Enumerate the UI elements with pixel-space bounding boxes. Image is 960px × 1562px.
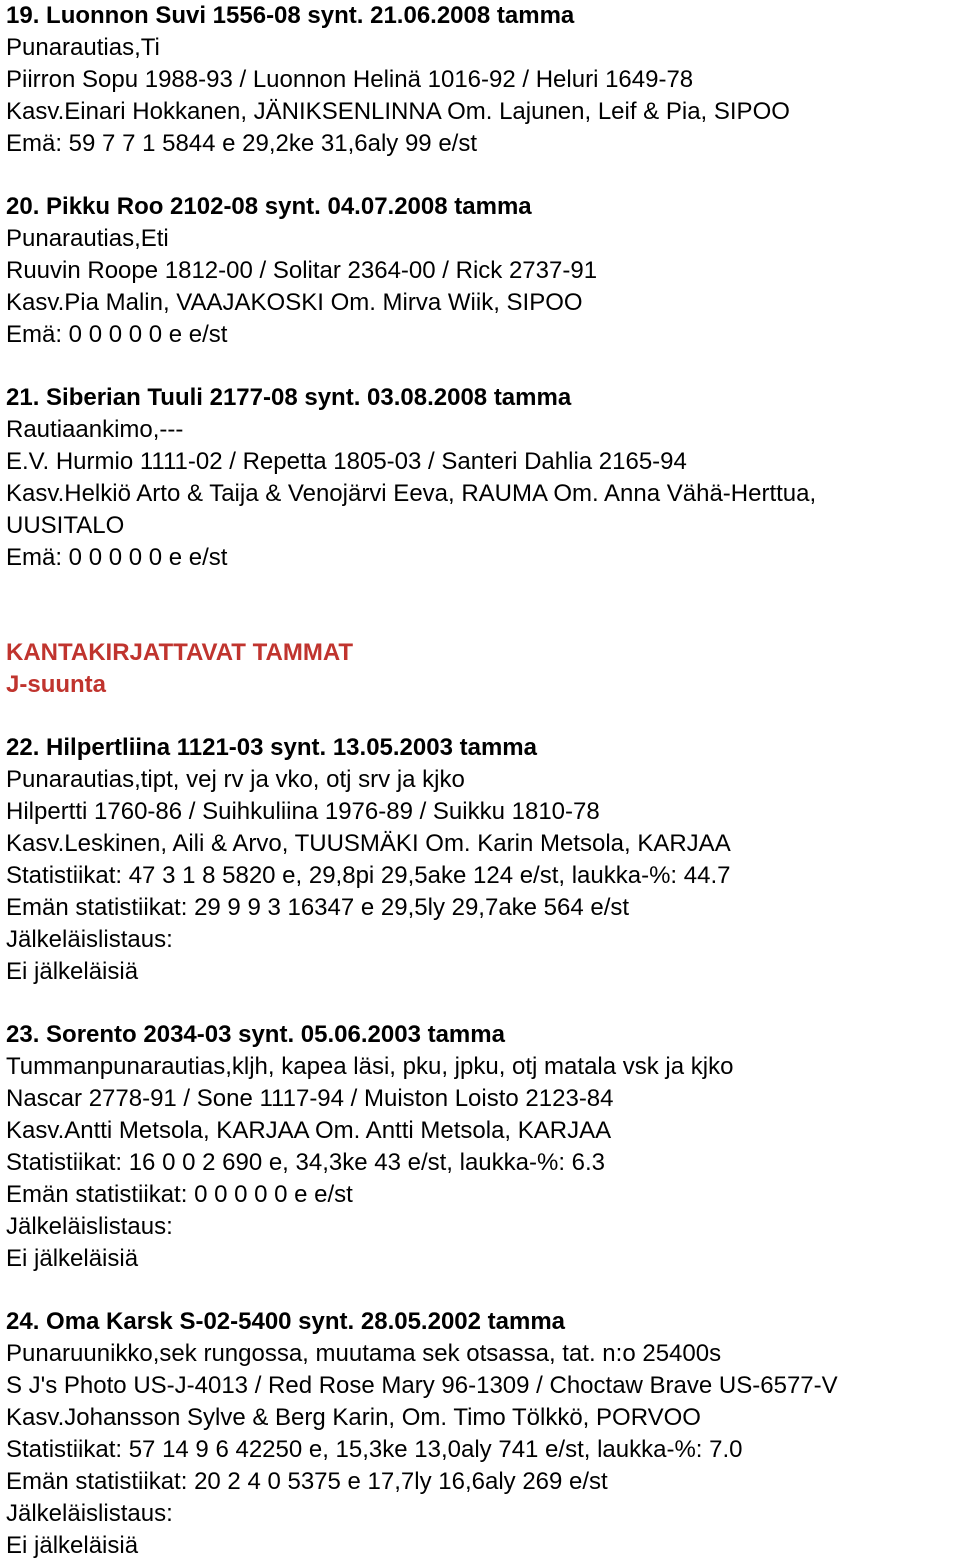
spacer	[6, 1275, 960, 1306]
spacer	[6, 351, 960, 382]
entry-title: 19. Luonnon Suvi 1556-08 synt. 21.06.2008 tamma	[6, 2, 575, 29]
horse-entry	[6, 382, 960, 574]
horse-entry	[6, 1306, 960, 1562]
horse-entry	[6, 1019, 960, 1275]
section-subtitle: J-suunta	[6, 671, 107, 698]
horse-entry	[6, 0, 960, 160]
entry-statistics: Statistiikat: 57 14 9 6 42250 e, 15,3ke 13,0aly 741 e/st, laukka-%: 7.0	[6, 1436, 743, 1463]
entry-dam-stats: Emän statistiikat: 29 9 9 3 16347 e 29,5ly 29,7ake 564 e/st	[6, 894, 630, 921]
entry-dam-stats: Emän statistiikat: 0 0 0 0 0 e e/st	[6, 1181, 353, 1208]
entry-offspring-value: Ei jälkeläisiä	[6, 1245, 139, 1272]
entry-statistics: Statistiikat: 16 0 0 2 690 e, 34,3ke 43 e/st, laukka-%: 6.3	[6, 1149, 606, 1176]
entry-breeder-owner-cont: UUSITALO	[6, 512, 125, 539]
entry-offspring-label: Jälkeläislistaus:	[6, 926, 173, 953]
spacer	[6, 160, 960, 191]
entry-breeder-owner: Kasv.Helkiö Arto & Taija & Venojärvi Eeva, RAUMA Om. Anna Vähä-Herttua,	[6, 480, 817, 507]
entry-offspring-label: Jälkeläislistaus:	[6, 1500, 173, 1527]
entry-breeder-owner: Kasv.Antti Metsola, KARJAA Om. Antti Metsola, KARJAA	[6, 1117, 612, 1144]
entry-pedigree: Hilpertti 1760-86 / Suihkuliina 1976-89 / Suikku 1810-78	[6, 798, 600, 825]
entry-title: 22. Hilpertliina 1121-03 synt. 13.05.2003 tamma	[6, 734, 537, 761]
entry-breeder-owner: Kasv.Pia Malin, VAAJAKOSKI Om. Mirva Wiik, SIPOO	[6, 289, 583, 316]
entry-statistics: Statistiikat: 47 3 1 8 5820 e, 29,8pi 29,5ake 124 e/st, laukka-%: 44.7	[6, 862, 731, 889]
entry-color: Tummanpunarautias,kljh, kapea läsi, pku, jpku, otj matala vsk ja kjko	[6, 1053, 734, 1080]
spacer	[6, 701, 960, 732]
entry-breeder-owner: Kasv.Johansson Sylve & Berg Karin, Om. Timo Tölkkö, PORVOO	[6, 1404, 701, 1431]
entry-title: 21. Siberian Tuuli 2177-08 synt. 03.08.2008 tamma	[6, 384, 572, 411]
entry-pedigree: Piirron Sopu 1988-93 / Luonnon Helinä 1016-92 / Heluri 1649-78	[6, 66, 694, 93]
section-title: KANTAKIRJATTAVAT TAMMAT	[6, 639, 354, 666]
entry-dam-stats: Emä: 59 7 7 1 5844 e 29,2ke 31,6aly 99 e/st	[6, 130, 477, 157]
entry-dam-stats: Emän statistiikat: 20 2 4 0 5375 e 17,7ly 16,6aly 269 e/st	[6, 1468, 608, 1495]
entry-dam-stats: Emä: 0 0 0 0 0 e e/st	[6, 544, 228, 571]
entry-color: Punaruunikko,sek rungossa, muutama sek otsassa, tat. n:o 25400s	[6, 1340, 722, 1367]
entry-color: Punarautias,tipt, vej rv ja vko, otj srv ja kjko	[6, 766, 465, 793]
entry-dam-stats: Emä: 0 0 0 0 0 e e/st	[6, 321, 228, 348]
horse-entry	[6, 191, 960, 351]
entry-color: Rautiaankimo,---	[6, 416, 184, 443]
entry-breeder-owner: Kasv.Leskinen, Aili & Arvo, TUUSMÄKI Om. Karin Metsola, KARJAA	[6, 830, 731, 857]
horse-entry	[6, 732, 960, 988]
entry-title: 23. Sorento 2034-03 synt. 05.06.2003 tamma	[6, 1021, 505, 1048]
entry-offspring-label: Jälkeläislistaus:	[6, 1213, 173, 1240]
entry-offspring-value: Ei jälkeläisiä	[6, 958, 139, 985]
entry-pedigree: Ruuvin Roope 1812-00 / Solitar 2364-00 / Rick 2737-91	[6, 257, 598, 284]
entry-title: 24. Oma Karsk S-02-5400 synt. 28.05.2002 tamma	[6, 1308, 566, 1335]
entry-color: Punarautias,Ti	[6, 34, 160, 61]
spacer	[6, 574, 960, 637]
spacer	[6, 988, 960, 1019]
entry-pedigree: Nascar 2778-91 / Sone 1117-94 / Muiston Loisto 2123-84	[6, 1085, 614, 1112]
entry-color: Punarautias,Eti	[6, 225, 169, 252]
entry-offspring-value: Ei jälkeläisiä	[6, 1532, 139, 1559]
entry-breeder-owner: Kasv.Einari Hokkanen, JÄNIKSENLINNA Om. Lajunen, Leif & Pia, SIPOO	[6, 98, 790, 125]
entry-pedigree: S J's Photo US-J-4013 / Red Rose Mary 96-1309 / Choctaw Brave US-6577-V	[6, 1372, 838, 1399]
entry-title: 20. Pikku Roo 2102-08 synt. 04.07.2008 tamma	[6, 193, 532, 220]
entry-pedigree: E.V. Hurmio 1111-02 / Repetta 1805-03 / Santeri Dahlia 2165-94	[6, 448, 687, 475]
